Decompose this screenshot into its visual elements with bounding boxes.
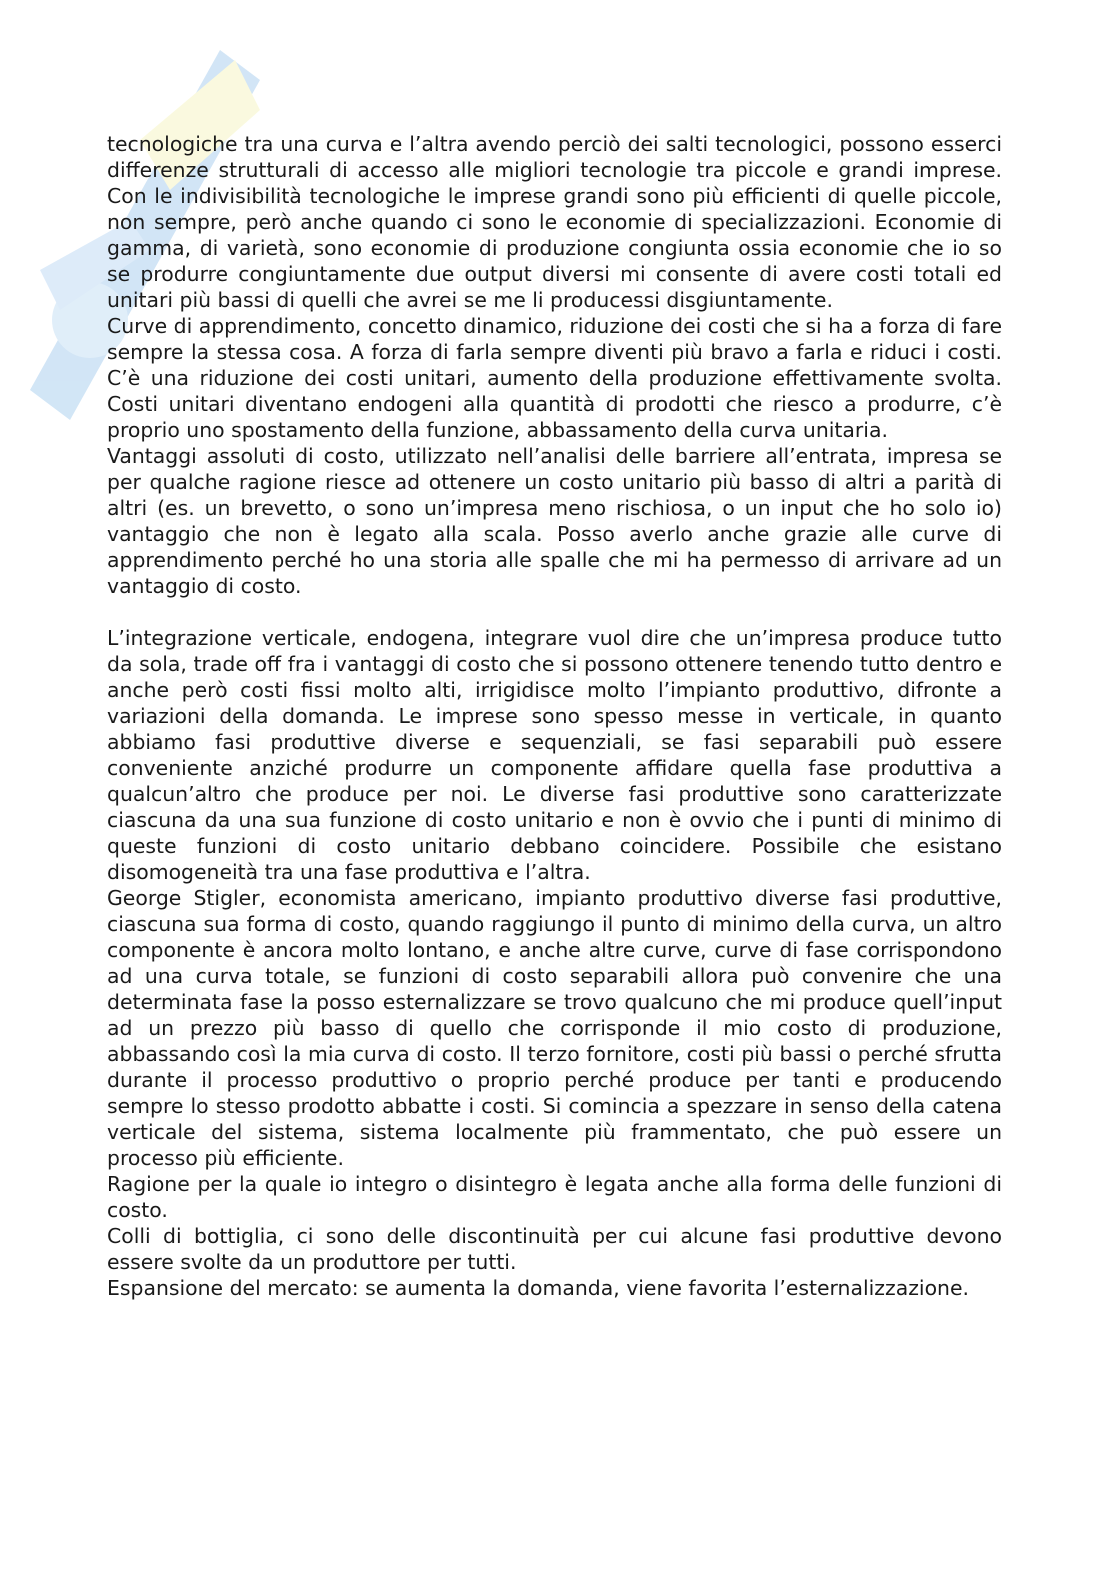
paragraph-spacer — [107, 599, 1002, 625]
paragraph-market-expansion: Espansione del mercato: se aumenta la domanda, viene favorita l’esternalizzazione. — [107, 1276, 969, 1300]
paragraph-scale-economies: tecnologiche tra una curva e l’altra avendo perciò dei salti tecnologici, possono esserci differenze strutturali di accesso alle migliori tecnologie tra piccole e grandi imprese. Con le indivisibilità tecnologiche le imprese grandi sono più efficienti di quelle piccole, non sempre, però anche quando ci sono le economie di specializzazioni. Economie di gamma, di varietà, sono economie di produzione congiunta ossia economie che io so se produrre congiuntamente due output diversi mi consente di avere costi totali ed unitari più bassi di quelli che avrei se me li producessi disgiuntamente. — [107, 132, 1002, 312]
paragraph-absolute-cost-advantages: Vantaggi assoluti di costo, utilizzato nell’analisi delle barriere all’entrata, impresa se per qualche ragione riesce ad ottenere un costo unitario più basso di altri a parità di altri (es. un brevetto, o sono un’impresa meno rischiosa, o un input che ho solo io) vantaggio che non è legato alla scala. Posso averlo anche grazie alle curve di apprendimento perché ho una storia alle spalle che mi ha permesso di arrivare ad un vantaggio di costo. — [107, 444, 1002, 598]
paragraph-stigler: George Stigler, economista americano, impianto produttivo diverse fasi produttive, ciascuna sua forma di costo, quando raggiungo il punto di minimo della curva, un altro componente è ancora molto lontano, e anche altre curve, curve di fase corrispondono ad una curva totale, se funzioni di costo separabili allora può convenire che una determinata fase la posso esternalizzare se trovo qualcuno che mi produce quell’input ad un prezzo più basso di quello che corrisponde il mio costo di produzione, abbassando così la mia curva di costo. Il terzo fornitore, costi più bassi o perché sfrutta durante il processo produttivo o proprio perché produce per tanti e producendo sempre lo stesso prodotto abbatte i costi. Si comincia a spezzare in senso della catena verticale del sistema, sistema localmente più frammentato, che può essere un processo più efficiente. — [107, 886, 1002, 1170]
paragraph-integration-reason: Ragione per la quale io integro o disintegro è legata anche alla forma delle funzioni di costo. — [107, 1172, 1002, 1222]
paragraph-learning-curves: Curve di apprendimento, concetto dinamico, riduzione dei costi che si ha a forza di fare sempre la stessa cosa. A forza di farla sempre diventi più bravo a farla e riduci i costi. C’è una riduzione dei costi unitari, aumento della produzione effettivamente svolta. Costi unitari diventano endogeni alla quantità di prodotti che riesco a produrre, c’è proprio uno spostamento della funzione, abbassamento della curva unitaria. — [107, 314, 1002, 442]
document-text — [107, 131, 1002, 1301]
paragraph-bottlenecks: Colli di bottiglia, ci sono delle discontinuità per cui alcune fasi produttive devono essere svolte da un produttore per tutti. — [107, 1224, 1002, 1274]
paragraph-vertical-integration: L’integrazione verticale, endogena, integrare vuol dire che un’impresa produce tutto da sola, trade off fra i vantaggi di costo che si possono ottenere tenendo tutto dentro e anche però costi fissi molto alti, irrigidisce molto l’impianto produttivo, difronte a variazioni della domanda. Le imprese sono spesso messe in verticale, in quanto abbiamo fasi produttive diverse e sequenziali, se fasi separabili può essere conveniente anziché produrre un componente affidare quella fase produttiva a qualcun’altro che produce per noi. Le diverse fasi produttive sono caratterizzate ciascuna da una sua funzione di costo unitario e non è ovvio che i punti di minimo di queste funzioni di costo unitario debbano coincidere. Possibile che esistano disomogeneità tra una fase produttiva e l’altra. — [107, 626, 1002, 884]
